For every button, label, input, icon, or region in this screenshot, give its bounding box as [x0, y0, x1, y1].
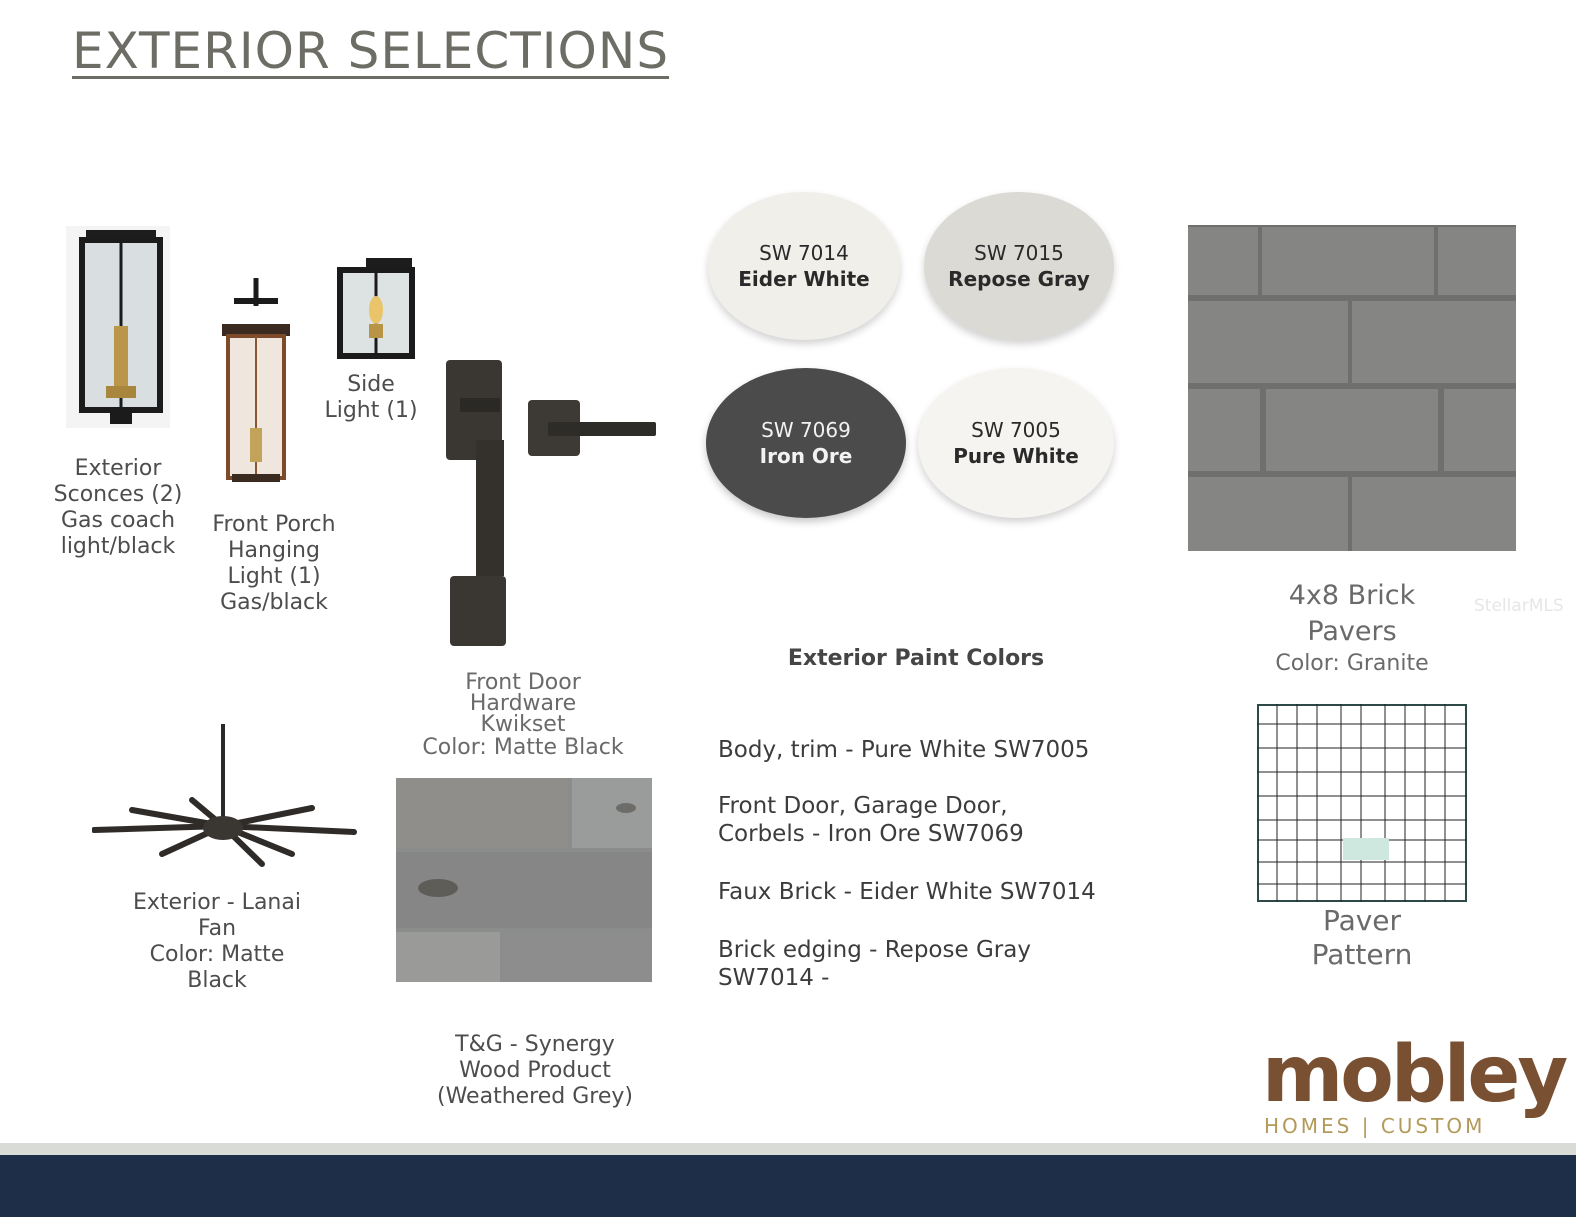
watermark: StellarMLS — [1474, 596, 1564, 616]
door-hardware-caption: Front Door Hardware Kwikset Color: Matte Black — [422, 670, 624, 760]
porch-light-image — [204, 278, 292, 483]
lanai-fan-caption: Exterior - Lanai Fan Color: Matte Black — [133, 890, 301, 993]
swatch-code: SW 7069 — [761, 418, 851, 442]
footer-stripe — [0, 1143, 1576, 1155]
side-light-caption: Side Light (1) — [324, 372, 418, 423]
paint-colors-heading: Exterior Paint Colors — [787, 646, 1045, 671]
swatch-pure-white — [918, 368, 1114, 518]
swatch-code: SW 7005 — [971, 418, 1061, 442]
swatch-name: Pure White — [953, 444, 1079, 468]
brick-pavers-image — [1188, 225, 1516, 551]
swatch-name: Eider White — [738, 267, 870, 291]
wood-planks-image — [396, 778, 652, 982]
sconce-image — [66, 226, 170, 428]
paint-assignment-4: Brick edging - Repose Gray SW7014 - — [718, 937, 1031, 991]
porch-light-caption: Front Porch Hanging Light (1) Gas/black — [212, 512, 336, 615]
wood-caption: T&G - Synergy Wood Product (Weathered Grey) — [437, 1032, 633, 1109]
paver-pattern-diagram — [1257, 704, 1467, 902]
paint-assignment-3: Faux Brick - Eider White SW7014 — [718, 879, 1096, 905]
brand-logo-tagline: HOMES | CUSTOM — [1264, 1114, 1486, 1138]
page-title: EXTERIOR SELECTIONS — [72, 22, 670, 80]
swatch-eider-white — [708, 192, 900, 340]
swatch-name: Repose Gray — [948, 267, 1090, 291]
swatch-code: SW 7015 — [974, 241, 1064, 265]
footer-bar — [0, 1155, 1576, 1217]
swatch-repose-gray — [924, 192, 1114, 340]
swatch-code: SW 7014 — [759, 241, 849, 265]
swatch-name: Iron Ore — [759, 444, 853, 468]
sconces-caption: Exterior Sconces (2) Gas coach light/black — [53, 456, 183, 559]
lanai-fan-image — [92, 724, 358, 872]
paint-assignment-1: Body, trim - Pure White SW7005 — [718, 737, 1090, 763]
pavers-caption: 4x8 Brick Pavers Color: Granite — [1275, 580, 1429, 676]
swatch-iron-ore — [706, 368, 906, 518]
paint-assignment-2: Front Door, Garage Door, Corbels - Iron Ore SW7069 — [718, 793, 1024, 847]
brand-logo-name: mobley — [1262, 1030, 1566, 1120]
door-hardware-image — [440, 360, 660, 648]
paver-pattern-caption: Paver Pattern — [1311, 904, 1413, 971]
side-light-image — [336, 258, 416, 360]
